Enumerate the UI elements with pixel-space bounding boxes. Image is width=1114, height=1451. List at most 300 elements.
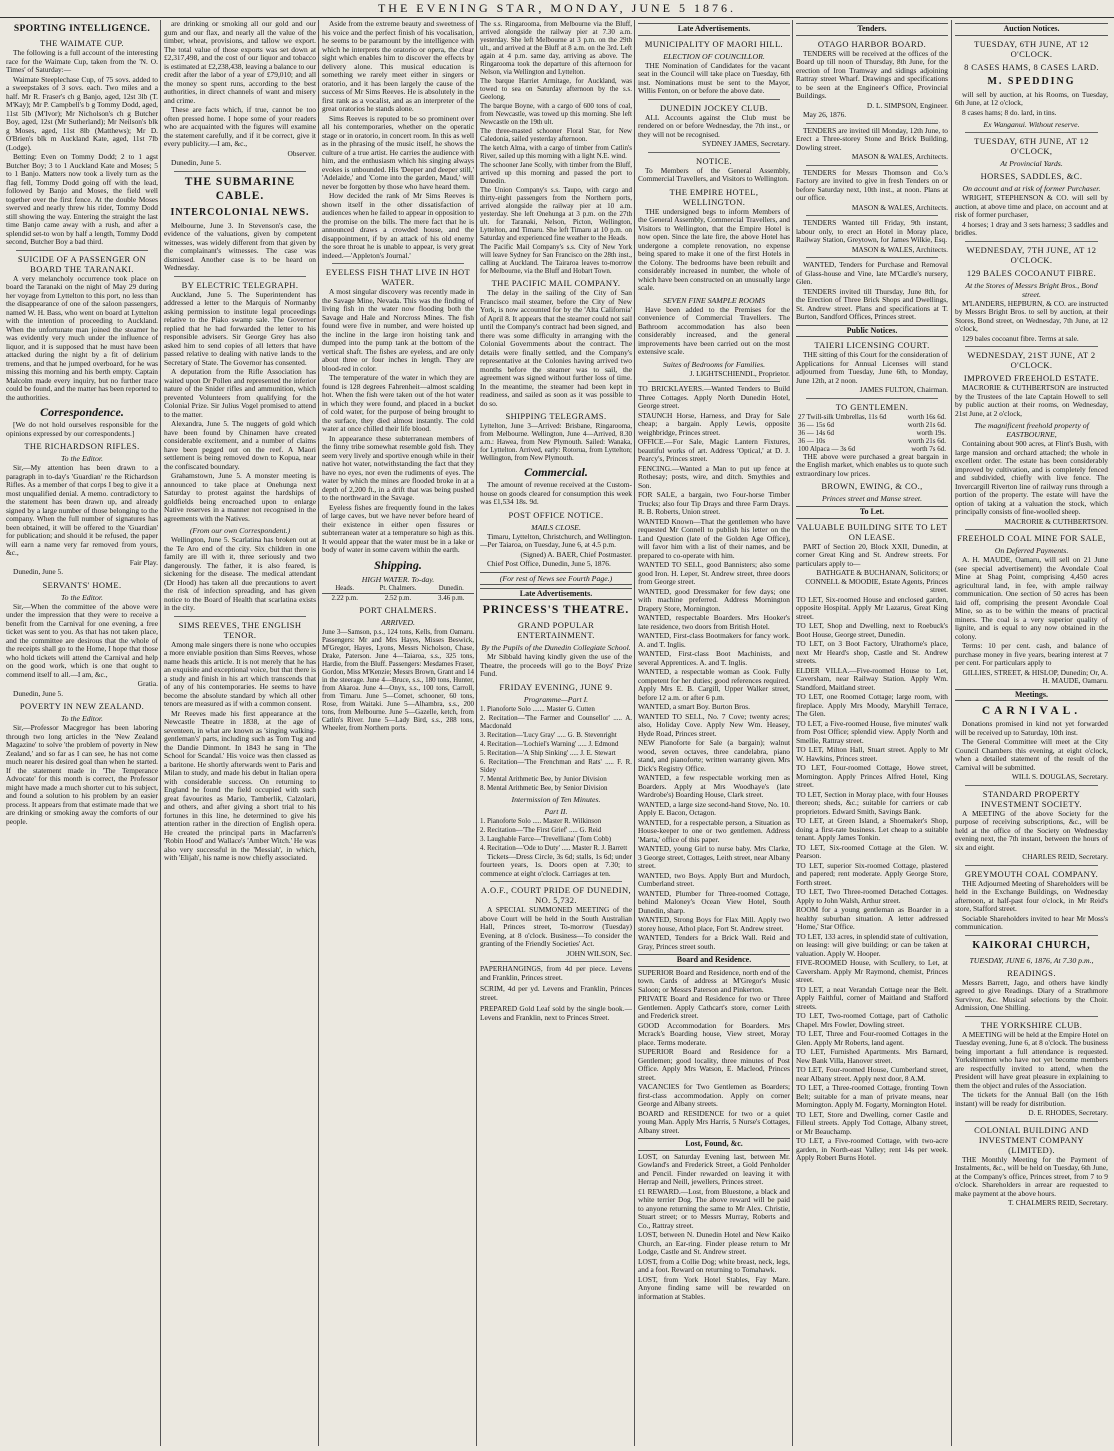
news-item: Auckland, June 5. The Superintendent has addressed a letter to the Marquis of Normanby asking permission to institute legal proceedings relative to the Piako swamp sale. The Governor replied that he had forwarded the letter to his responsible advisers. Sir George Grey has also asked him to send copies of all letters that have passed relative to dealing with native lands to the Secretary of State. The Governor has consented. bbox=[164, 289, 316, 367]
divider bbox=[648, 152, 780, 153]
section-heading: Auction Notices. bbox=[955, 23, 1108, 36]
classified-list bbox=[638, 385, 790, 951]
advert-body: The General Committee will meet at the City Council Chambers this evening, at eight o'clock, when a detailed statement of the result of the Carnival will be submitted. bbox=[955, 737, 1108, 772]
classified-ad: TO LET, Milton Hall, Stuart street. Apply to Mr W. Hawkins, Princes street. bbox=[796, 745, 948, 763]
auction-place: At Provincial Yards. bbox=[1000, 159, 1063, 168]
advert-subheading: SEVEN FINE SAMPLE ROOMS bbox=[663, 295, 765, 305]
divider bbox=[490, 881, 622, 882]
divider bbox=[806, 257, 938, 258]
advert-body: WANTED, Tenders for Purchase and Removal of Glass-house and Vine, late M'Cardle's nursery, Glen. bbox=[796, 260, 948, 286]
article-paragraph: In appearance these subterranean members of the finny tribe somewhat resemble gold fish. They seem very lively and sportive enough while in their native hot water, notwithstanding the fact that they have no eyes, nor even the rudiments of eyes. The water by which the mines are flooded broke in at a depth of 2,200 ft., in a drift that was being pushed to the northward in the Savage. bbox=[322, 433, 474, 502]
article-paragraph: These are facts which, if true, cannot be too often pressed home. I hope some of your readers who are acquainted with the figures will examine the statement carefully, and if it be correct, give it every publicity.—I am, &c., bbox=[164, 105, 316, 148]
notice-signature: (Signed) A. BAER, Chief Postmaster. bbox=[520, 549, 632, 559]
advert-subheading: By the Pupils of the Dunedin Collegiate School. bbox=[481, 643, 631, 652]
classified-ad: TO LET, superior Six-roomed Cottage, plastered and papered; rent moderate. Apply George Store, Forth street. bbox=[796, 860, 948, 887]
divider bbox=[174, 616, 306, 617]
programme-item: 5. Recitation—'A Ship Sinking' ..... J. E. Stewart bbox=[480, 748, 616, 757]
article-paragraph: Mr Reeves made his first appearance at the Newcastle Theatre in 1838, at the age of seventeen, in what are known as 'singing walking-gentleman's' parts, including such as Tom Tug and the Dandie Dinmont. In 1843 he sang in 'The School for Scandal.' His voice was then classed as a baritone. He shortly afterwards went to Paris and Milan to study, and made his debut in Italian opera with considerable success. On returning to England he found the field occupied with such great favourites as Mario, Tamberlik, Calzolari, and others, and after giving a short trial to his fortunes in this line, he determined to give his attention rather in the direction of English opera. He created the principal parts in Macfarren's 'Robin Hood' and Wallace's 'Amber Witch.' He was also very successful in the 'Messiah', in which, with 'Elijah', his name is now chiefly associated. bbox=[164, 708, 316, 862]
advert-subheading: The magnificent freehold property of EASTBOURNE, bbox=[974, 421, 1089, 439]
classified-ad: WANTED, Tenders for a Brick Wall. Reid and Gray, Princes street south. bbox=[638, 933, 790, 951]
advert-body: TENDERS invited till Thursday, June 8th, for the Erection of Three Brick Shops and Dwellings, St. Andrew street. Plans and specifications at T. Burton, Sandford Offices, Princes street. bbox=[796, 286, 948, 321]
section-heading: Meetings. bbox=[955, 689, 1108, 702]
advert-heading: THE EMPIRE HOTEL, WELLINGTON. bbox=[669, 186, 759, 207]
classified-ad: LOST, from York Hotel Stables, Fay Mare. Anyone finding same will be rewarded on information at Stables. bbox=[638, 1274, 790, 1301]
news-item: Melbourne, June 3. In Stevenson's case, the evidence of the valuations, given by competent witnesses, was widely different from that given by the complainant's witnesses. The case was dismissed. Another case is to be heard on Wednesday. bbox=[164, 220, 316, 272]
advert-heading: A.O.F., COURT PRIDE OF DUNEDIN, NO. 5,732. bbox=[480, 885, 632, 905]
classified-ad: GOOD Accommodation for Boarders. Mrs Mcrack's Boarding house, View street, Moray place. Terms moderate. bbox=[638, 1020, 790, 1047]
divider bbox=[965, 935, 1098, 936]
table-row bbox=[322, 593, 474, 602]
advert-body: Terms: 10 per cent. cash, and balance of purchase money in five years, bearing interest at 7 per cent. For particulars apply to bbox=[955, 641, 1108, 667]
letter-body: Sir,—Professor Macgregor has been laboring through two long articles in the 'New Zealand Magazine' to solve 'the problem of poverty in New Zealand,' and so far as I can see, he has not come much nearer his desired goal than when he started. If the statement made in 'The Temperance Advocate' for this month is correct, the Professor might have made a much shorter cut to his subject, and found a solution to his problem by an easier process. It appears from that estimate made that we are drinking or smoking away the comforts of our people. bbox=[6, 723, 158, 826]
column-rule bbox=[318, 20, 319, 1446]
divider bbox=[648, 99, 780, 100]
article-paragraph: Among male singers there is none who occupies a more enviable position than Sims Reeves, whose name heads this article. It is not merely that he has an exquisite and exceptional voice, but that there is a study and finish in his art which transcends that of any of his contemporaries. He seems to have become the absolute standard by which all other tenors are measured as if with a common consent. bbox=[164, 639, 316, 708]
article-heading: THE WAIMATE CUP. bbox=[40, 38, 124, 48]
column-3 bbox=[322, 20, 474, 1446]
section-heading: Shipping. bbox=[374, 557, 422, 572]
advert-body: THE sitting of this Court for the consideration of Applications for Annual Licenses will stand adjourned from Tuesday, June 6th, to Monday, June 12th, at 2 noon. bbox=[796, 350, 948, 385]
classified-ad: WANTED, First-class Boot Machinists, and several Apprentices. A. and T. Inglis. bbox=[638, 649, 790, 667]
classified-ad: WANTED, Strong Boys for Flax Mill. Apply two storey house, Athol place, Fort St. Andrew street. bbox=[638, 915, 790, 933]
byline: (From our own Correspondent.) bbox=[189, 526, 291, 535]
advert-body: A. H. MAUDE, Oamaru, will sell on 21 June (see special advertisement) the Avondale Coal Mine at Shag Point, comprising 4,450 acres agricultural land, in fee, with ample railway communication. One section of 50 acres has been laid off, comprising the present Avondale Coal Mine, so as to be within the means of practical miners. The coal is a very superior quality of lignite, and is equal to any now obtained in the colony. bbox=[955, 555, 1108, 641]
advert-signature: MASON & WALES, Architects. bbox=[851, 244, 948, 254]
masthead-rule bbox=[0, 17, 1114, 18]
advert-body: THE undersigned begs to inform Members of the General Assembly, Commercial Travellers, and Visitors to Wellington, that the Empire Hotel is now open. Since the late fire, the above Hotel has undergone a complete renovation, no expense being spared to make it one of the first Hotels in the Colony. The bedrooms have been rebuilt and considerably increased in number, the whole of which have been constructed on an unusually large scale. bbox=[638, 206, 790, 292]
advert-heading: TAIERI LICENSING COURT. bbox=[814, 340, 930, 350]
letter-heading: THE RICHARDSON RIFLES. bbox=[24, 441, 140, 451]
shipping-note: The barque Harriet Armitage, for Auckland, was towed to sea on Saturday afternoon by the s.s. Geelong. bbox=[480, 77, 632, 101]
programme-list bbox=[480, 705, 632, 792]
auction-date: WEDNESDAY, 21ST JUNE, AT 2 O'CLOCK. bbox=[967, 350, 1096, 370]
race-entries: Waimate Steeplechase Cup, of 75 sovs. added to a sweepstakes of 3 sovs. each. Two miles and a half. Mr R. Fraser's ch g Banjo, aged, 12st 3lb (T. M'Kay); Mr P. Campbell's b g Tommy Dodd, aged, 11st 5lb (M'Ivor); Mr Nicholson's ch g Butcher Boy, aged, 12st (Mr Sutherland); Mr Neilson's blk g Moses, aged, 11st 8lb (Matthews); Mr D. O'Brien's blk m Auckland Kate, aged, 11st 7lb (Lodge). bbox=[6, 74, 158, 152]
advert-body: THE Nomination of Candidates for the vacant seat in the Council will take place on Tuesday, 6th inst. Nominations must be sent to the Mayor, Willis Fenton, on or before the above date. bbox=[638, 60, 790, 95]
letter-date: Dunedin, June 5. bbox=[13, 567, 64, 576]
classified-ad: TO LET, Store and Dwelling, corner Castle and Filleul streets. Apply Tod Cottage, Albany street, or Mr Beauchamp. bbox=[796, 1109, 948, 1136]
classified-ad: WANTED Known—That the gentlemen who have requested Mr Connell to publish his letter on the Land Question (late of the Golden Age Office), will favor him with a list of their names, and be prepared to co-operate with him. bbox=[638, 516, 790, 560]
ticket-info: Tickets—Dress Circle, 3s 6d; stalls, 1s 6d; under fourteen years, 1s. Doors open at 7.30; to commence at eight o'clock. Carriages at ten. bbox=[480, 851, 632, 878]
table-cell: 2.52 p.m. bbox=[384, 593, 412, 602]
classified-ad: OFFICE.—For Sale, Magic Lantern Fixtures, beautiful works of art. Address 'Optical,' at D. J. Pearcy's, Princes street. bbox=[638, 437, 790, 463]
article-paragraph: A very melancholy occurrence took place on board the Taranaki on the night of May 29 during her voyage from Lyttelton to this port, no less than the disappearance of one of the saloon passengers, named W. H. Bass, who went on board at Lyttelton with the intention of proceeding to Auckland. When the unfortunate man joined the steamer he was evidently very much under the influence of liquor, and it is supposed that he must have been attacked during the night by a fit of delirium tremens, and that he jumped overboard, for he was missing this morning and his berth empty. Captain Malcolm made every inquiry, but no further trace could be found, and the matter has been reported to the authorities. bbox=[6, 273, 158, 402]
advert-body: Sociable Shareholders invited to hear Mr Moss's communication. bbox=[955, 913, 1108, 931]
divider bbox=[806, 215, 938, 216]
divider bbox=[16, 250, 148, 251]
letter-salutation: To the Editor. bbox=[61, 454, 103, 463]
classified-ad: WANTED, good Dressmaker for few days; one with machine preferred. Address Mornington Drapery Store, Mornington. bbox=[638, 586, 790, 613]
programme-item: 2. Recitation—'The Farmer and Counsellor' ..... A. Macdonald bbox=[480, 713, 632, 730]
table-cell: 36 — 10s bbox=[798, 436, 826, 445]
advert-signature: CHARLES REID, Secretary. bbox=[1022, 852, 1108, 861]
table-row bbox=[796, 421, 948, 429]
classified-ad: WANTED, First-class Bootmakers for fancy work. A. and T. Inglis. bbox=[638, 631, 790, 649]
column-rule bbox=[160, 20, 161, 1446]
table-cell: worth 21s 6d. bbox=[907, 420, 946, 429]
table-row bbox=[796, 437, 948, 445]
advert-signature: D. L. SIMPSON, Engineer. bbox=[866, 100, 948, 110]
programme-item: 4. Recitation—'Lochiel's Warning' ..... J. Edmond bbox=[480, 739, 619, 748]
divider bbox=[965, 1121, 1098, 1122]
section-heading: Late Advertisements. bbox=[480, 588, 632, 601]
classified-ad: TO LET, Three and Four-roomed Cottages in the Glen. Apply Mr Roberts, land agent. bbox=[796, 1029, 948, 1047]
advert-heading: STANDARD PROPERTY INVESTMENT SOCIETY. bbox=[981, 788, 1082, 809]
table-cell: worth 16s 6d. bbox=[907, 412, 946, 421]
advert-subheading: On Deferred Payments. bbox=[994, 546, 1069, 555]
section-heading: Correspondence. bbox=[40, 405, 124, 419]
programme-item: 1. Pianoforte Solo ....... Master G. Cutten bbox=[480, 704, 595, 713]
article-paragraph: How decided the rank of Mr Sims Reeves is shown itself in the other dissatisfaction of audiences when he failed to appear in opposition to the promise on the bills. The mere fact that he is announced draws a crowded house, and the disappointment, if by an attack of his old enemy the sore throat he is unable to appear, is very great indeed.—'Appleton's Journal.' bbox=[322, 191, 474, 260]
advert-body: 8 cases hams; 8 do. lard, in tins. bbox=[962, 107, 1057, 117]
advert-body: A MEETING of the above Society for the purpose of receiving subscriptions, &c., will be held at the office of the Society on Wednesday evening next, the 7th instant, between the hours of six and eight. bbox=[955, 808, 1108, 852]
programme-heading: Part II. bbox=[544, 806, 568, 816]
programme-item: 1. Pianoforte Solo ..... Master R. Wilkinson bbox=[480, 816, 602, 825]
table-header-cell: Dunedin. bbox=[428, 585, 474, 594]
divider bbox=[965, 132, 1098, 133]
classified-ad: TO LET, Two-roomed Cottage, part of Catholic Chapel. Mrs Fowler, Dowling street. bbox=[796, 1011, 948, 1029]
classified-ad: TO LET, on 3 Boot Factory, Ulrathorne's place, next Mr Heard's shop, Castle and St. Andrew streets. bbox=[796, 639, 948, 665]
shipping-note: The barque Boyne, with a cargo of 600 tons of coal, from Newcastle, was towed up this morning. She left Newcastle on the 19th ult. bbox=[480, 102, 632, 126]
classified-ad: WANTED, a large size second-hand Stove, No. 10. Apply E. Bacon, Octagon. bbox=[638, 799, 790, 817]
letter-salutation: To the Editor. bbox=[61, 592, 103, 602]
divider bbox=[174, 171, 306, 172]
classified-ad: WANTED, two Boys. Apply Burt and Murdoch, Cumberland street. bbox=[638, 870, 790, 888]
notice-heading: POST OFFICE NOTICE. bbox=[508, 509, 604, 520]
advert-body: TENDERS Wanted till Friday, 9th instant, labour only, to erect an Hotel in Moray place, Railway Station, Greytown, for James Wilkie, Esq. bbox=[796, 218, 948, 244]
programme-heading: Programme—Part I. bbox=[523, 694, 589, 704]
section-heading: SPORTING INTELLIGENCE. bbox=[13, 24, 151, 34]
column-1 bbox=[6, 20, 158, 1446]
classified-ad: WANTED, a respectable woman as Cook. Fully competent for her duties; good references required. Apply Mrs E. B. Cargill, Upper Walker street, before 12 a.m. or after 6 p.m. bbox=[638, 667, 790, 702]
divider bbox=[965, 1016, 1098, 1017]
advert-body: 4 horses; 1 dray and 3 sets harness; 3 saddles and bridles. bbox=[955, 219, 1108, 237]
advert-heading: MUNICIPALITY OF MAORI HILL. bbox=[644, 38, 784, 49]
divider bbox=[965, 529, 1098, 530]
masthead: THE EVENING STAR, MONDAY, JUNE 5 1876. bbox=[377, 1, 737, 15]
news-item: Alexandra, June 5. The nuggets of gold which have been found by Chinamen have created considerable excitement, and a number of claims have been pegged out on the reef. A Maori settlement is being removed down to Kopua, near the confiscated boundary. bbox=[164, 419, 316, 471]
table-row bbox=[796, 429, 948, 437]
editor-note: [We do not hold ourselves responsible for the opinions expressed by our correspondents.] bbox=[6, 420, 158, 438]
divider bbox=[648, 381, 780, 382]
programme-item: 3. Laughable Farce—'Trevelliana' (Tom Cobb) bbox=[480, 834, 612, 843]
classified-ad: WANTED, for a respectable person, a Situation as House-keeper to one or two gentlemen. Address 'Marta,' office of this paper. bbox=[638, 817, 790, 844]
column-2 bbox=[164, 20, 316, 1446]
classified-list bbox=[638, 969, 790, 1136]
article-heading: EYELESS FISH THAT LIVE IN HOT WATER. bbox=[325, 267, 471, 287]
classified-ad: WANTED, Plumber for Three-roomed Cottage, behind Maloney's Ocean View Hotel, South Dunedin, sharp. bbox=[638, 888, 790, 915]
classified-ad: ROOM for a young gentleman as Boarder in a healthy suburban situation. A letter addressed 'Home,' Star Office. bbox=[796, 905, 948, 931]
column-5 bbox=[638, 20, 790, 1446]
letter-body: Sir,—My attention has been drawn to a paragraph in to-day's 'Guardian' re the Richardson Rifles. As a member of that corps I beg to give it a most unqualified denial. A memo. contradictory to the statement has been drawn up, and already signed by a large number of those belonging to the company. When the full number of signatures has been obtained, it will be offered to the 'Guardian' for publication; and should it be refused, the paper will earn a name very far removed from yours, &c., bbox=[6, 463, 158, 557]
article-paragraph: are drinking or smoking all our gold and our gum and our flax, and nearly all the value of the timber, wheat, provisions, and tallow we export. The total value of those exports was set down at £2,317,498, and the cost of our liquor and tobacco is estimated at £2,238,438, leaving a balance to our credit after the labor of a year of £79,010; and all the money so spent runs, according to the best authorities, in direct channels of want and misery and crime. bbox=[164, 20, 316, 105]
section-heading: To Let. bbox=[796, 506, 948, 519]
advert-heading: FREEHOLD COAL MINE FOR SALE, bbox=[957, 533, 1106, 543]
classified-list bbox=[796, 596, 948, 1163]
letter-heading: SERVANTS' HOME. bbox=[42, 579, 122, 590]
notice-subheading: MAILS CLOSE. bbox=[531, 522, 581, 532]
programme-item: 2. Recitation—'The First Grief' ..... G. Reid bbox=[480, 825, 602, 834]
advert-body: M'LANDERS, HEPBURN, & CO. are instructed by Messrs Bright Bros. to sell by auction, at their Stores, Bond street, on Wednesday, 7th June, at 12 o'clock, bbox=[955, 298, 1108, 333]
advert-date: May 26, 1876. bbox=[803, 110, 847, 119]
table-cell: 2.22 p.m. bbox=[331, 593, 358, 602]
advert-signature: T. CHALMERS REID, Secretary. bbox=[1008, 1198, 1108, 1207]
divider bbox=[806, 123, 938, 124]
classified-ad: PREPARED Gold Leaf sold by the single book.—Levens and Franklin, next to Princes Street. bbox=[480, 1004, 632, 1022]
classified-ad: TO LET, Four-roomed Cottage, Howe street, Mornington. Apply Princes Alfred Hotel, King street. bbox=[796, 763, 948, 789]
advert-body: Donations promised in kind not yet forwarded will be received up to Saturday, 10th inst. bbox=[955, 719, 1108, 737]
divider bbox=[332, 263, 464, 264]
advert-body: will sell by auction, at his Rooms, on Tuesday, 6th June, at 12 o'clock, bbox=[955, 89, 1108, 107]
classified-ad: TO LET, 133 acres, in splendid state of cultivation, on leasing: will give building; or can be taken at valuation. Apply W. Hooper. bbox=[796, 931, 948, 958]
auction-item: IMPROVED FREEHOLD ESTATE. bbox=[963, 373, 1100, 383]
section-heading: Tenders. bbox=[796, 23, 948, 36]
classified-ad: WANTED, a smart Boy. Burton Bros. bbox=[638, 702, 751, 711]
shipping-note: The three-masted schooner Floral Star, for New Caledonia, sailed yesterday afternoon. bbox=[480, 127, 632, 143]
advert-heading: OTAGO HARBOR BOARD. bbox=[817, 38, 927, 49]
classified-ad: TO LET, Section in Moray place, with four Houses thereon; sheds, &c.; suitable for carriers or cab proprietors. Edward Smith, Savings Bank. bbox=[796, 789, 948, 816]
section-heading: THE SUBMARINE CABLE. bbox=[184, 175, 296, 202]
advert-heading: DUNEDIN JOCKEY CLUB. bbox=[659, 102, 769, 113]
classified-ad: STAUNCH Horse, Harness, and Dray for Sale cheap; a bargain. Apply Lewis, opposite weighbridge, Princes street. bbox=[638, 410, 790, 437]
advert-body: Mr Sibbald having kindly given the use of the Theatre, the proceeds will go to the Boys' Prize Fund. bbox=[480, 652, 632, 678]
article-paragraph: The delay in the sailing of the City of San Francisco mail steamer, before the City of New York, is now accounted for by the 'Alta California' of April 8. It appears that the steamer could not sail until the Company's contract had been signed, and there was some difficulty in arranging with the Colonial Governments about the contract. The details were finally settled, and the Company's representative at the Colonies having arrived two months before the steamer was to sail, the agreement was signed without further loss of time. In the meantime, the steamer had been kept in readiness, and sailed as soon as it was possible to do so. bbox=[480, 288, 632, 408]
advert-heading: KAIKORAI CHURCH, bbox=[972, 939, 1091, 951]
classified-ad: TO LET, at Green Island, a Shoemaker's Shop, doing a first-rate business. Let cheap to a suitable tenant. Apply James Tonkin. bbox=[796, 816, 948, 842]
advert-body: Have been added to the Premises for the convenience of Commercial Travellers. The Bathroom accommodation has also been considerably increased, and the general improvements have been carried out on the most extensive scale. bbox=[638, 304, 790, 356]
classified-ad: FENCING.—Wanted a Man to put up fence at Rothesay; posts, wire, and ditch. Smythies and Son. bbox=[638, 463, 790, 490]
classified-ad: £1 REWARD.—Lost, from Bluestone, a black and white terrier Dog. The above reward will be paid to anyone returning the same to Mr Alex. Christie, Stuart street; or to Messrs Murray, Roberts and Co., Rattray street. bbox=[638, 1186, 790, 1230]
advert-body: THE above were purchased a great bargain in the English market, which enables us to quote such extraordinary low prices. bbox=[796, 451, 948, 478]
classified-ad: TO LET, Six-roomed House and enclosed garden, opposite Hospital. Apply Mr Lazarus, Great King street. bbox=[796, 594, 948, 621]
classified-ad: WANTED, a few respectable working men as Boarders. Apply at Mrs Woodhaye's (late Wardrobe's) Boarding House, Clark street. bbox=[638, 773, 790, 799]
programme-item: 6. Recitation—'The Frenchman and Rats' ..... F. R. Sidey bbox=[480, 757, 632, 774]
section-heading: Late Advertisements. bbox=[638, 23, 790, 36]
advert-heading: VALUABLE BUILDING SITE TO LET ON LEASE. bbox=[796, 521, 948, 542]
advert-heading: CARNIVAL. bbox=[981, 705, 1082, 717]
classified-ad: LOST, between N. Dunedin Hotel and New Kaiko Church, an Ear-ring. Finder please return to Mr Lodge, Castle and St. Andrew street. bbox=[638, 1230, 790, 1256]
advert-heading: PRINCESS'S THEATRE. bbox=[482, 604, 630, 616]
divider bbox=[806, 165, 938, 166]
advert-signature: JOHN WILSON, Sec. bbox=[566, 948, 632, 958]
advert-body: TENDERS are invited till Monday, 12th June, to Erect a Three-storey Stone and Brick Building, Dowling street. bbox=[796, 125, 948, 152]
article-paragraph: Aside from the extreme beauty and sweetness of his voice and the perfect finish of his vocalisation, he seems to be paramount by the intelligence with which he interprets the oratorio or opera, the clear sight which enables him to discover the effects by delivery alone. This musical education is something we rarely meet either in singers or oratorio, and it has been largely the cause of the success of Mr Sims Reeves. He is absolutely in the first rank as a vocalist, and as an interpreter of the great oratorios he stands alone. bbox=[322, 20, 474, 113]
programme-interval: Intermission of Ten Minutes. bbox=[511, 794, 601, 804]
advert-heading: TO GENTLEMEN. bbox=[835, 401, 909, 412]
article-heading: THE PACIFIC MAIL COMPANY. bbox=[491, 278, 621, 288]
notice-body: Timaru, Lyttelton, Christchurch, and Wellington.—Per Taiaroa, on Tuesday, June 6, at 4.5 p.m. bbox=[480, 531, 632, 549]
column-4 bbox=[480, 20, 632, 1446]
advert-subheading: Ex Wanganui. Without reserve. bbox=[983, 120, 1080, 129]
continuation-note: (For rest of News see Fourth Page.) bbox=[480, 572, 632, 585]
article-paragraph: Sims Reeves is reputed to be so prominent over all his contemporaries, whether on the operatic stage or in oratorio, in concert room. In this as well as in the phrasing of the music itself, he shows the culture of a true artist. He carries the audience with him, and the enthusiasm which his singing always evokes is unbounded. His 'Deeper and deeper still,' 'Adelaide,' and 'Come into the garden, Maud,' will never be forgotten by those who have heard them. bbox=[322, 113, 474, 191]
classified-ad: TO LET, a Five-roomed House, five minutes' walk from Post Office; splendid view. Apply North and Smellie, Rattray street. bbox=[796, 718, 948, 745]
divider bbox=[965, 346, 1098, 347]
table-cell: 36 — 15s 6d bbox=[798, 420, 834, 429]
divider bbox=[965, 241, 1098, 242]
advert-signature: MASON & WALES, Architects. bbox=[851, 152, 948, 161]
divider bbox=[965, 865, 1098, 866]
advert-date: FRIDAY EVENING, JUNE 9. bbox=[499, 681, 613, 692]
classified-ad: FIVE-ROOMED House, with Scullery, to Let, at Caversham. Apply Mr Raymond, chemist, Princes street. bbox=[796, 958, 948, 984]
high-water-table bbox=[322, 585, 474, 602]
table-title: HIGH WATER. To-day. bbox=[361, 574, 435, 584]
table-header-cell: Heads. bbox=[322, 585, 367, 594]
advert-body: Messrs Barrett, Jago, and others have kindly agreed to give Readings. Diary of a Strathmore Survivor, &c. Musical selections by the Choir. Admission, One Shilling. bbox=[955, 977, 1108, 1012]
article-paragraph: The temperature of the water in which they are found is 128 degrees Fahrenheit—almost scalding hot. When the fish were taken out of the hot water in which they were found, and placed in a bucket of cold water, for the purpose of being brought to the surface, they died almost instantly. The cold water at once chilled their life blood. bbox=[322, 373, 474, 433]
shipping-note: The s.s. Ringarooma, from Melbourne via the Bluff, arrived alongside the railway pier at 7.30 a.m. yesterday. She left Melbourne at 3 p.m. on the 29th ult., and arrived at the Bluff at 8 a.m. on the 3rd. Left again at 4 p.m. same day, arriving as above. The Ringarooma took the departure of this afternoon for Nelson, via Wellington and Lyttelton. bbox=[480, 20, 632, 76]
classified-ad: TO LET, Two Three-roomed Detached Cottages. Apply to John Walsh, Arthur street. bbox=[796, 887, 948, 905]
article-paragraph: Betting: Even on Tommy Dodd; 2 to 1 agst Butcher Boy; 3 to 1 Auckland Kate and Moses; 5 to 1 Banjo. Matters now took a lively turn as the flag fell, Tommy Dodd going off with the lead, followed by Banjo and Moses, the field well together over the first fence. At the double Moses swerved and nearly threw his rider, Tommy Dodd still showing the way. Entering the straight the last time Banjo came away with a rush, and after a splendid set-to won by half a length, Tommy Dodd second, Butcher Boy a bad third. bbox=[6, 152, 158, 246]
divider bbox=[965, 785, 1098, 786]
programme-list bbox=[480, 817, 632, 852]
classified-ad: FOR SALE, a bargain, two Four-horse Timber Trucks; also four Tip Drays and three Farm Drays. R. B. Roberts, Union street. bbox=[638, 490, 790, 516]
classified-ad: LOST, from a Collie Dog; white breast, neck, legs, and a foot. Reward on returning to Tomahawk. bbox=[638, 1256, 790, 1274]
auction-date: WEDNESDAY, 7TH JUNE, AT 12 O'CLOCK. bbox=[966, 244, 1097, 265]
advert-signature: MASON & WALES, Architects. bbox=[851, 202, 948, 212]
advert-signature: JAMES FULTON, Chairman. bbox=[859, 385, 948, 394]
notice-date: Chief Post Office, Dunedin, June 5, 1876. bbox=[487, 559, 611, 568]
advert-body: THE Adjourned Meeting of Shareholders will be held in the Exchange Buildings, on Wednesday afternoon, at half-past four o'clock, in Mr Reid's store, Stafford street. bbox=[955, 878, 1108, 913]
advert-signature: BATHGATE & BUCHANAN, Solicitors; or CONNELL & MOODIE, Estate Agents, Princes street. bbox=[805, 568, 948, 594]
classified-list bbox=[638, 1153, 790, 1302]
letter-heading: POVERTY IN NEW ZEALAND. bbox=[19, 701, 145, 711]
article-paragraph: Eyeless fishes are frequently found in the lakes of large caves, but we have never before heard of their existence in either open fissures or subterranean water at a temperature so high as this. It would appear that the water must be in a lake or body of water in some cavern within the earth. bbox=[322, 502, 474, 554]
auction-date: TUESDAY, 6TH JUNE, AT 12 O'CLOCK, bbox=[974, 136, 1089, 156]
advert-body: PART of Section 20, Block XXII, Dunedin, at corner Great King and St. Andrew streets. For particulars apply to— bbox=[796, 541, 948, 568]
advert-heading: COLONIAL BUILDING AND INVESTMENT COMPANY (LIMITED). bbox=[974, 1124, 1089, 1155]
classified-ad: TO LET, a neat Verandah Cottage near the Belt. Apply Faithful, corner of Maitland and Stafford streets. bbox=[796, 984, 948, 1011]
shipping-telegram: Lyttelton, June 3—Arrived: Brisbane, Ringarooma, from Melbourne. Wellington, June 4—Arrived, 8.30 a.m.: Hawea, from New Plymouth. Sailed: Wanaka, for Lyttelton. Arrived, early: Rotorua, from Lyttelton; Wellington, from New Plymouth. bbox=[480, 422, 632, 462]
article-heading: SUICIDE OF A PASSENGER ON BOARD THE TARANAKI. bbox=[17, 253, 147, 274]
classified-ad: WANTED TO SELL, No. 7 Cove; twenty acres; also, Holiday Cove. Apply New Wm. Heasey, Hyde Road, Princes street. bbox=[638, 711, 790, 738]
advert-body: ALL Accounts against the Club must be rendered on or before Wednesday, the 7th inst., or they will not be recognised. bbox=[638, 112, 790, 139]
auction-item: HORSES, SADDLES, &C. bbox=[980, 171, 1083, 181]
table-header-row bbox=[322, 585, 474, 594]
advert-body: The tickets for the Annual Ball (on the 16th instant) will be ready for distribution. bbox=[955, 1090, 1108, 1108]
article-paragraph: A most singular discovery was recently made in the Savage Mine, Nevada. This was the finding of living fish in the water now flooding both the Savage and Hale and Norcross Mines. The fish found were five in number, and were hoisted up the incline in the large iron hoisting tank and dumped into the pump tank at the bottom of the vertical shaft. The fishes are eyeless, and are only about three or four inches in length. They are blood-red in color. bbox=[322, 287, 474, 373]
table-header-cell: Pt. Chalmers. bbox=[367, 585, 428, 594]
classified-ad: LOST, on Saturday Evening last, between Mr. Gowland's and Frederick Street, a Gold Penholder and Pencil. Finder rewarded on leaving it with Herrap and Neill, jewellers, Princes street. bbox=[638, 1151, 790, 1186]
classified-ad: TO LET, Six-roomed Cottage at the Glen. W. Pearson. bbox=[796, 842, 948, 860]
classified-ad: ELDER VILLA.—Five-roomed House to Let, Caversham, near Railway Station. Apply Wm. Standford, Maitland street. bbox=[796, 665, 948, 692]
classified-ad: PRIVATE Board and Residence for two or Three Gentlemen. Apply Cathcart's store, corner Leith and Frederick street. bbox=[638, 994, 790, 1020]
advert-body: TENDERS will be received at the offices of the Board up till noon of Thursday, 8th June, for the erection of Iron Tramway and sidings adjoining Rattray street Wharf. Drawings and specifications to be seen at the Engineer's Office, Provincial Buildings. bbox=[796, 48, 948, 100]
table-cell: worth 21s 6d. bbox=[907, 436, 946, 445]
column-rule bbox=[792, 20, 793, 1446]
advert-body: WRIGHT, STEPHENSON & CO. will sell by auction, at above time and place, on account and at risk of former purchaser, bbox=[955, 193, 1108, 219]
advert-heading: BROWN, EWING, & CO., bbox=[821, 481, 923, 491]
section-heading: Commercial. bbox=[524, 465, 588, 479]
classified-ad: TO LET, a Five-roomed Cottage, with two-acre garden, in North-east Valley; rent 14s per week. Apply Robert Burns Hotel. bbox=[796, 1136, 948, 1162]
advert-signature: J. LIGHTSCHIENDL, Proprietor. bbox=[689, 368, 790, 378]
auction-date: TUESDAY, 6TH JUNE, AT 12 O'CLOCK. bbox=[974, 38, 1089, 59]
divider bbox=[806, 398, 938, 399]
advert-date: TUESDAY, JUNE 6, 1876, At 7.30 p.m., bbox=[969, 955, 1094, 965]
column-6 bbox=[796, 20, 948, 1446]
advert-subheading: On account and at risk of former Purchaser. bbox=[962, 184, 1101, 193]
advert-signature: MACRORIE & CUTHBERTSON. bbox=[1004, 516, 1108, 526]
article-paragraph: The amount of revenue received at the Custom-house on goods cleared for consumption this week was £1,534 18s. 9d. bbox=[480, 480, 632, 506]
classified-ad: NEW Pianoforte for Sale (a bargain); walnut wood, seven octaves, three candelabra, piano stand, and pianoforte; written warranty given. Mrs Dick's Registry Office. bbox=[638, 738, 790, 773]
programme-item: 8. Mental Arithmetic Bee, by Senior Division bbox=[480, 783, 608, 792]
classified-ad: SCRIM, 4d per yd. Levens and Franklin, Princes street. bbox=[480, 984, 632, 1002]
news-item: A deputation from the Rifle Association has waited upon Dr Pollen and represented the inferior nature of the Snider rifles and ammunition, which prevented Volunteers from qualifying for the Colonial Prize. Sir Julius Vogel promised to attend to the matter. bbox=[164, 367, 316, 419]
advert-subheading: GRAND POPULAR ENTERTAINMENT. bbox=[517, 620, 595, 640]
table-cell: 3.46 p.m. bbox=[438, 593, 465, 602]
classified-ad: PAPERHANGINGS, from 4d per piece. Levens and Franklin, Princes street. bbox=[480, 964, 632, 982]
classified-ad: SUPERIOR Board and Residence, north end of the town. Cards of address at M'Gregor's Music Saloon; or Messrs Paterson and Pinkerton. bbox=[638, 967, 790, 994]
advert-body: A SPECIAL SUMMONED MEETING of the above Court will be held in the South Australian Hall, Princes street, To-morrow (Tuesday) Evening, at 8 o'clock. Business—To consider the granting of the Friendly Societies' Act. bbox=[480, 905, 632, 948]
table-cell: 36 — 14s 6d bbox=[798, 428, 834, 437]
classified-ad: TO LET, Shop and Dwelling, next to Roebuck's Boot House, George street, Dunedin. bbox=[796, 621, 948, 639]
advert-body: Containing about 900 acres, at Flint's Bush, with large mansion and orchard attached; the whole in excellent order. The estate has been considerably improved by cultivation, and is completely fenced and subdivided, chiefly with live fence. The Invercargill Riverton line of railway runs through a portion of the property. The estate will have the option of taking at a valuation the stock, which principally consists of fine-woolled sheep. bbox=[955, 439, 1108, 516]
advert-body: MACRORIE & CUTHBERTSON are instructed by the Trustees of the late Captain Howell to sell by public auction at their rooms, on Wednesday, 21st June, at 2 o'clock, bbox=[955, 383, 1108, 418]
section-heading: BY ELECTRIC TELEGRAPH. bbox=[181, 279, 299, 290]
advert-body: A MEETING will be held at the Empire Hotel on Tuesday evening, June 6, at 8 o'clock. The business being important a full attendance is requested. Yorkshiremen who have not yet become members are respectfully invited to attend, when the President will have great pleasure in explaining to them the object and rules of the Association. bbox=[955, 1029, 1108, 1090]
shipping-note: The ketch Alma, with a cargo of timber from Catlin's River, sailed up this morning with a light N.E. wind. bbox=[480, 144, 632, 160]
table-cell: 100 Alpaca — 3s 6d bbox=[798, 444, 856, 453]
divider bbox=[490, 961, 622, 962]
classified-ad: TO LET, Furnished Apartments. Mrs Barnard, New Bank Villa, Hanover street. bbox=[796, 1047, 948, 1065]
column-rule bbox=[634, 20, 635, 1446]
advert-subheading: READINGS. bbox=[1007, 967, 1056, 978]
programme-item: 3. Recitation—'Lucy Gray' ..... G. B. Stevenright bbox=[480, 730, 617, 739]
subsection-heading: ARRIVED. bbox=[381, 617, 415, 627]
advert-body: THE Monthly Meeting for the Payment of Instalments, &c., will be held on Tuesday, 6th June, at the Company's office, Princes street, from 7 to 9 o'clock. Shareholders in arrear are requested to make payment at the above hours. bbox=[955, 1154, 1108, 1198]
section-heading: Lost, Found, &c. bbox=[638, 1138, 790, 1151]
advert-body: TENDERS for Messrs Thomson and Co.'s Factory are invited to give in fresh Tenders on or before Saturday next, 10th inst., at noon. Plans at our office. bbox=[796, 167, 948, 202]
advert-signature: GILLIES, STREET, & HISLOP, Dunedin; Or, A. H. MAUDE, Oamaru. bbox=[962, 667, 1108, 685]
letter-signature: Fair Play. bbox=[129, 557, 158, 567]
shipping-note: The Union Company's s.s. Taupo, with cargo and thirty-eight passengers from the Northern ports, arrived alongside the railway pier at 10 a.m. yesterday. She left Onehunga at 3 p.m. on the 27th ult. for Taranaki, Nelson, Picton, Wellington, Lyttelton, and Timaru. She left Timaru at 10 p.m. on Saturday and experienced fine weather to the Heads. bbox=[480, 186, 632, 242]
news-item: Wellington, June 5. Scarlatina has broken out at the Te Aro end of the city. Six children in one family are ill with it, three seriously and two dangerously. The father, it is also feared, is sickening for the disease. The medical attendant (Dr Hood) has taken all due precautions to avert the risk of infection spreading, and has given notice to the Board of Health that scarlatina exists in the city. bbox=[164, 535, 316, 612]
arrivals-list: June 3—Samson, p.s., 124 tons, Kells, from Oamaru. Passengers: Mr and Mrs Hayes, Misses Beswick, M'Gregor, Hayes, Lyons, Messrs Nicholson, Chase, Drake, Paterson. June 4—Taiaroa, s.s., 325 tons, Hardie, from the Bluff. Passengers: Mesdames Fraser, Gordon, Miss M'Kenzie; Messrs Brown, Grant and 14 in the steerage. June 4—Bruce, s.s., 180 tons, Hunter, from Akaroa. June 4—Onyx, s.s., 100 tons, Carroll, from Timaru. June 5—Comet, schooner, 60 tons, Rose, from Waitaki. June 5—Alhambra, s.s., 200 tons, from Melbourne. June 5—Gazelle, ketch, from Catlin's River. June 5—Lady Bird, s.s., 288 tons, Wheeler, from Northern ports. bbox=[322, 627, 474, 732]
letter-date: Dunedin, June 5. bbox=[171, 158, 222, 167]
divider bbox=[174, 276, 306, 277]
advert-signature: SYDNEY JAMES, Secretary. bbox=[702, 139, 790, 148]
news-item: Grahamstown, June 5. A monster meeting is announced to take place at Onehunga next Saturday to protest against the hardships of goldfields being encroached upon to enlarge Native reserves in a manner not recognised in the agreements with the Natives. bbox=[164, 471, 316, 523]
programme-item: 7. Mental Arithmetic Bee, by Junior Division bbox=[480, 774, 607, 783]
section-heading: Public Notices. bbox=[796, 325, 948, 338]
classified-ad: TO LET, one Roomed Cottage; large room, with fireplace. Apply Mrs Moody, Maryhill Terrace, The Glen. bbox=[796, 692, 948, 718]
price-table bbox=[796, 413, 948, 453]
classified-ad: VACANCIES for Two Gentlemen as Boarders; first-class accommodation. Apply on corner George and Albany streets. bbox=[638, 1082, 790, 1108]
section-heading: Board and Residence. bbox=[638, 954, 790, 967]
letter-date: Dunedin, June 5. bbox=[13, 688, 64, 698]
section-heading: INTERCOLONIAL NEWS. bbox=[170, 206, 310, 218]
table-cell: 27 Twill-silk Umbrellas, 11s 6d bbox=[798, 412, 887, 421]
column-rule bbox=[951, 20, 952, 1446]
article-heading: SHIPPING TELEGRAMS. bbox=[505, 411, 607, 421]
classified-ad: WANTED, respectable Boarders. Mrs Hooker's late residence, two doors from British Hotel. bbox=[638, 613, 790, 631]
auctioneer-name: M. SPEDDING bbox=[987, 75, 1076, 87]
classified-ad: SUPERIOR Board and Residence for a Gentlemen; good locality, three minutes of Post Office. Apply Mrs Watson, E. Macleod, Princes street. bbox=[638, 1047, 790, 1082]
auction-item: 8 CASES HAMS, 8 CASES LARD. bbox=[964, 61, 1099, 72]
table-row bbox=[796, 413, 948, 421]
table-cell: worth 7s 6d. bbox=[911, 444, 946, 453]
letter-salutation: To the Editor. bbox=[61, 714, 103, 723]
advert-body: 129 bales cocoanut fibre. Terms at sale. bbox=[962, 333, 1079, 343]
letter-body: Sir,—When the committee of the above were under the impression that they were to receive a benefit from the Carnival for one evening, a free ticket was sent to you. As that has not taken place, and the committee are desirous that the whole of the receipts shall go to the Home, I hope that those who hold tickets will attend the Carnival and help on the good work, which is one that ought to commend itself to all.—I am, &c., bbox=[6, 601, 158, 679]
advert-heading: NOTICE. bbox=[695, 155, 733, 166]
shipping-note: The Pacific Mail Company's s.s. City of New York will leave Sydney for San Francisco on the 28th inst., calling at Auckland. The Tairaroa leaves to-morrow for Melbourne, via the Bluff and Hobart Town. bbox=[480, 243, 632, 275]
classified-ad: WANTED, young Girl to nurse baby. Mrs Clarke, 3 George street, Cottages, Leith street, near Albany street. bbox=[638, 844, 790, 870]
advert-signature: D. E. RHODES, Secretary. bbox=[1028, 1108, 1108, 1117]
advert-heading: THE YORKSHIRE CLUB. bbox=[980, 1019, 1083, 1030]
classified-ad: BOARD and RESIDENCE for two or a quiet young Man. Apply Mrs Harris, 5 Nurse's Cottages, Albany street. bbox=[638, 1108, 790, 1135]
advert-body: To Members of the General Assembly, Commercial Travellers, and Visitors to Wellington. bbox=[638, 165, 790, 183]
classified-ad: TO LET, a Three-roomed Cottage, fronting Town Belt; suitable for a man of private means, near Mornington. Apply M. Fogarty, Mornington Hotel. bbox=[796, 1083, 948, 1109]
